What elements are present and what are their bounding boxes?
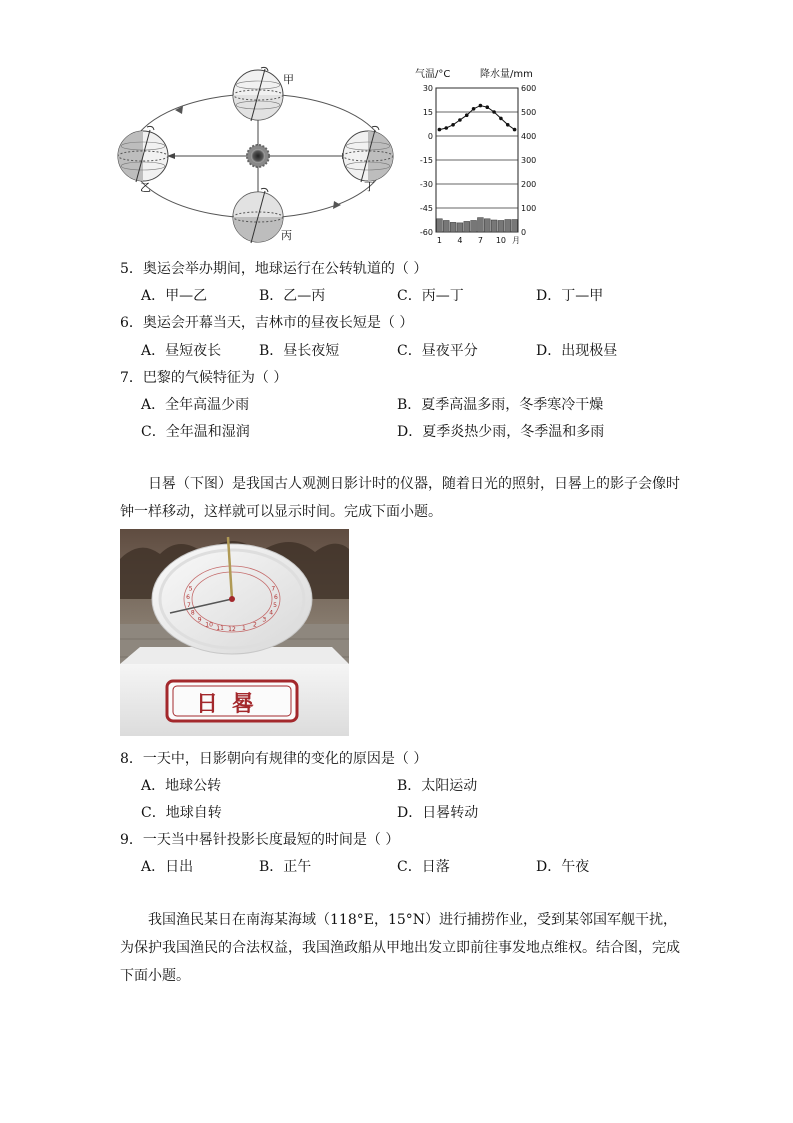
q8-option-b[interactable]: B．太阳运动 [397,778,478,794]
temperature-point [499,117,503,121]
sundial-hour-mark: 5 [273,601,278,609]
sundial-hour-mark: 12 [228,626,236,633]
sundial-hour-mark: 8 [190,609,195,617]
question-9-stem: 9．一天当中晷针投影长度最短的时间是（ ） [120,832,400,848]
temperature-point [479,104,483,108]
temperature-point [506,123,510,127]
q5-option-d[interactable]: D．丁—甲 [536,288,604,304]
precip-bar [443,220,449,232]
left-axis-label: 气温/°C [415,69,451,80]
right-tick-label: 300 [521,156,537,165]
q7-option-d[interactable]: D．夏季炎热少雨，冬季温和多雨 [397,424,605,440]
q7-option-a[interactable]: A．全年高温少雨 [141,397,250,413]
right-tick-label: 0 [521,228,527,237]
left-tick-label: -15 [419,156,433,165]
right-tick-label: 400 [521,132,537,141]
temperature-point [451,123,455,127]
question-6-stem: 6．奥运会开幕当天，吉林市的昼夜长短是（ ） [120,315,414,331]
sun-icon [247,145,269,167]
precip-bar [450,222,456,232]
q5-option-b[interactable]: B．乙—丙 [259,288,326,304]
x-tick-label: 10 [495,236,507,245]
q8-option-d[interactable]: D．日晷转动 [397,805,479,821]
temperature-point [438,128,442,132]
temperature-point [485,105,489,109]
question-8-stem: 8．一天中，日影朝向有规律的变化的原因是（ ） [120,751,428,767]
label-jia: 甲 [283,73,294,86]
earth-bing-icon [233,188,283,243]
precip-bar [484,219,490,232]
x-unit-label: 月 [512,236,520,245]
precip-bar [512,220,518,232]
sundial-hour-mark: 6 [186,593,191,601]
orbit-figure [115,65,405,250]
left-tick-label: -60 [419,228,433,237]
q8-option-c[interactable]: C．地球自转 [141,805,222,821]
temperature-point [513,128,517,132]
temperature-point [444,126,448,130]
temperature-point [492,110,496,114]
q5-option-c[interactable]: C．丙—丁 [397,288,464,304]
q9-option-b[interactable]: B．正午 [259,859,312,875]
sundial-hour-mark: 5 [188,585,193,593]
precip-bar [457,223,463,232]
sundial-hour-mark: 1 [241,624,246,632]
earth-ding-icon [343,126,393,182]
precip-bar [478,218,484,232]
sundial-hour-mark: 3 [262,616,267,624]
left-tick-label: 15 [422,108,433,117]
left-tick-label: -45 [419,204,433,213]
precip-bar [491,220,497,232]
x-tick-label: 4 [457,236,463,245]
sundial-intro-paragraph: 日晷（下图）是我国古人观测日影计时的仪器，随着日光的照射，日晷上的影子会像时钟一样移动，这样就可以显示时间。完成下面小题。 [120,476,680,520]
q7-option-c[interactable]: C．全年温和湿润 [141,424,250,440]
q9-option-c[interactable]: C．日落 [397,859,450,875]
q9-option-d[interactable]: D．午夜 [536,859,590,875]
sundial-plaque-text: 日晷 [195,692,269,717]
earth-yi-icon [118,126,168,182]
earth-jia-icon [233,67,283,121]
precip-bar [464,221,470,232]
label-ding: 丁 [364,180,375,193]
q6-option-c[interactable]: C．昼夜平分 [397,343,478,359]
sundial-hour-mark: 11 [216,624,224,632]
sundial-photo [120,529,349,736]
right-tick-label: 200 [521,180,537,189]
precip-bar [505,220,511,232]
right-tick-label: 600 [521,84,537,93]
q8-option-a[interactable]: A．地球公转 [141,778,222,794]
label-yi: 乙 [140,181,151,194]
temperature-point [465,113,469,117]
precip-bar [437,219,443,232]
x-tick-label: 1 [436,236,442,245]
sundial-hour-mark: 2 [252,621,257,629]
sundial-hour-mark: 7 [186,601,191,609]
precip-bar [498,220,504,232]
sundial-hour-mark: 10 [205,621,213,629]
sundial-hour-mark: 4 [269,609,274,617]
q6-option-a[interactable]: A．昼短夜长 [141,343,222,359]
left-tick-label: 30 [422,84,433,93]
precip-bar [471,220,477,232]
right-tick-label: 100 [521,204,537,213]
q9-option-a[interactable]: A．日出 [141,859,194,875]
climate-chart [410,65,560,250]
temperature-point [458,118,462,122]
right-axis-label: 降水量/mm [480,69,533,80]
sundial-hour-mark: 9 [197,616,202,624]
orbit-arrow [333,201,341,209]
temperature-line [439,106,514,130]
q6-option-b[interactable]: B．昼长夜短 [259,343,340,359]
temperature-point [472,107,476,111]
question-5-stem: 5．奥运会举办期间，地球运行在公转轨道的（ ） [120,261,428,277]
fishing-intro-paragraph: 我国渔民某日在南海某海域（118°E，15°N）进行捕捞作业，受到某邻国军舰干扰，为保护我国渔民的合法权益，我国渔政船从甲地出发立即前往事发地点维权。结合图，完成下面小题。 [120,912,680,984]
sundial-hour-mark: 6 [273,593,278,601]
q5-option-a[interactable]: A．甲—乙 [141,288,208,304]
question-7-stem: 7．巴黎的气候特征为（ ） [120,370,288,386]
q7-option-b[interactable]: B．夏季高温多雨，冬季寒冷干燥 [397,397,604,413]
sundial-hour-mark: 7 [271,585,276,593]
right-tick-label: 500 [521,108,537,117]
left-tick-label: 0 [427,132,433,141]
left-tick-label: -30 [419,180,433,189]
q6-option-d[interactable]: D．出现极昼 [536,343,618,359]
x-tick-label: 7 [477,236,483,245]
label-bing: 丙 [281,229,292,242]
